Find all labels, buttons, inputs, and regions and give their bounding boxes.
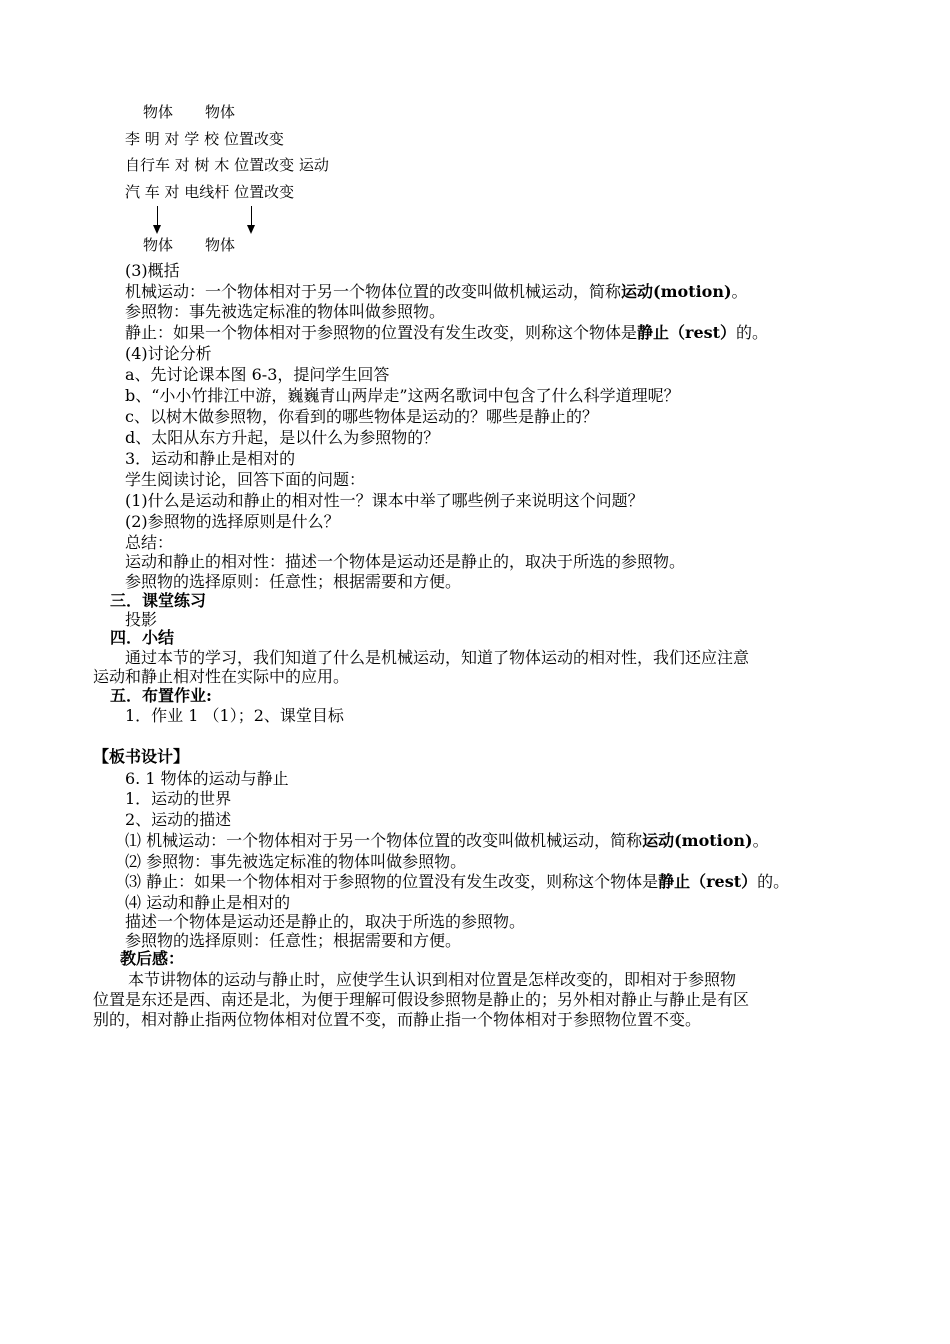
board-sub-4: ⑷ 运动和静止是相对的 (125, 893, 291, 912)
down-arrow-icon (251, 206, 252, 226)
diagram-top-label-2: 物体 (205, 103, 236, 121)
conclusion-line-1: 运动和静止的相对性：描述一个物体是运动还是静止的，取决于所选的参照物。 (125, 552, 686, 571)
diagram-row-2: 自行车 对 树 木 位置改变 运动 (125, 156, 329, 174)
discussion-heading: (4)讨论分析 (125, 344, 212, 363)
board-motion-term: 运动(motion) (642, 831, 753, 850)
wrapup-heading: 四．小结 (110, 628, 175, 647)
motion-term: 运动(motion) (621, 282, 732, 301)
diagram-bottom-label-1: 物体 (143, 236, 174, 254)
relativity-question-2: (2)参照物的选择原则是什么？ (125, 512, 340, 531)
board-title: 6. 1 物体的运动与静止 (125, 769, 289, 788)
relativity-heading: 3．运动和静止是相对的 (125, 449, 296, 468)
homework-body: 1．作业 1 （1）；2、课堂目标 (125, 706, 344, 725)
conclusion-line-2: 参照物的选择原则：任意性；根据需要和方便。 (125, 572, 462, 591)
board-rest-term: 静止（rest） (658, 872, 758, 891)
relativity-question-1: (1)什么是运动和静止的相对性一？课本中举了哪些例子来说明这个问题？ (125, 491, 644, 510)
diagram-row-1: 李 明 对 学 校 位置改变 (125, 130, 284, 148)
reference-definition: 参照物：事先被选定标准的物体叫做参照物。 (125, 302, 446, 321)
practice-body: 投影 (125, 610, 158, 629)
board-desc-1: 描述一个物体是运动还是静止的，取决于所选的参照物。 (125, 912, 526, 931)
reflection-heading: 教后感： (120, 949, 185, 968)
reflection-line-3: 别的，相对静止指两位物体相对位置不变，而静止指一个物体相对于参照物位置不变。 (93, 1010, 702, 1029)
board-desc-2: 参照物的选择原则：任意性；根据需要和方便。 (125, 931, 462, 950)
reflection-line-1: 本节讲物体的运动与静止时，应使学生认识到相对位置是怎样改变的，即相对于参照物 (128, 970, 737, 989)
board-heading: 【板书设计】 (93, 747, 190, 766)
discussion-item-c: c、以树木做参照物，你看到的哪些物体是运动的？哪些是静止的？ (125, 407, 598, 426)
homework-heading: 五．布置作业: (110, 686, 212, 705)
board-sub-3: ⑶ 静止：如果一个物体相对于参照物的位置没有发生改变，则称这个物体是静止（rest）的。 (125, 872, 790, 891)
board-sub-2: ⑵ 参照物：事先被选定标准的物体叫做参照物。 (125, 852, 467, 871)
relativity-intro: 学生阅读讨论，回答下面的问题： (125, 470, 366, 489)
diagram-top-label-1: 物体 (143, 103, 174, 121)
rest-definition: 静止：如果一个物体相对于参照物的位置没有发生改变，则称这个物体是静止（rest）的。 (125, 323, 769, 342)
diagram-row-3: 汽 车 对 电线杆 位置改变 (125, 183, 295, 201)
board-item-2: 2、运动的描述 (125, 810, 232, 829)
practice-heading: 三．课堂练习 (110, 591, 207, 610)
board-item-1: 1．运动的世界 (125, 789, 232, 808)
diagram-bottom-label-2: 物体 (205, 236, 236, 254)
down-arrow-icon (157, 206, 158, 226)
summary-heading: (3)概括 (125, 261, 180, 280)
wrapup-line-2: 运动和静止相对性在实际中的应用。 (93, 667, 350, 686)
conclusion-label: 总结： (125, 533, 174, 552)
discussion-item-a: a、先讨论课本图 6-3，提问学生回答 (125, 365, 390, 384)
reflection-line-2: 位置是东还是西、南还是北，为便于理解可假设参照物是静止的；另外相对静止与静止是有区 (93, 990, 750, 1009)
discussion-item-d: d、太阳从东方升起，是以什么为参照物的？ (125, 428, 440, 447)
rest-term: 静止（rest） (637, 323, 737, 342)
discussion-item-b: b、“小小竹排江中游，巍巍青山两岸走”这两名歌词中包含了什么科学道理呢？ (125, 386, 680, 405)
board-sub-1: ⑴ 机械运动：一个物体相对于另一个物体位置的改变叫做机械运动，简称运动(motion)。 (125, 831, 769, 850)
wrapup-line-1: 通过本节的学习，我们知道了什么是机械运动，知道了物体运动的相对性，我们还应注意 (125, 648, 750, 667)
motion-definition: 机械运动：一个物体相对于另一个物体位置的改变叫做机械运动，简称运动(motion)。 (125, 282, 748, 301)
